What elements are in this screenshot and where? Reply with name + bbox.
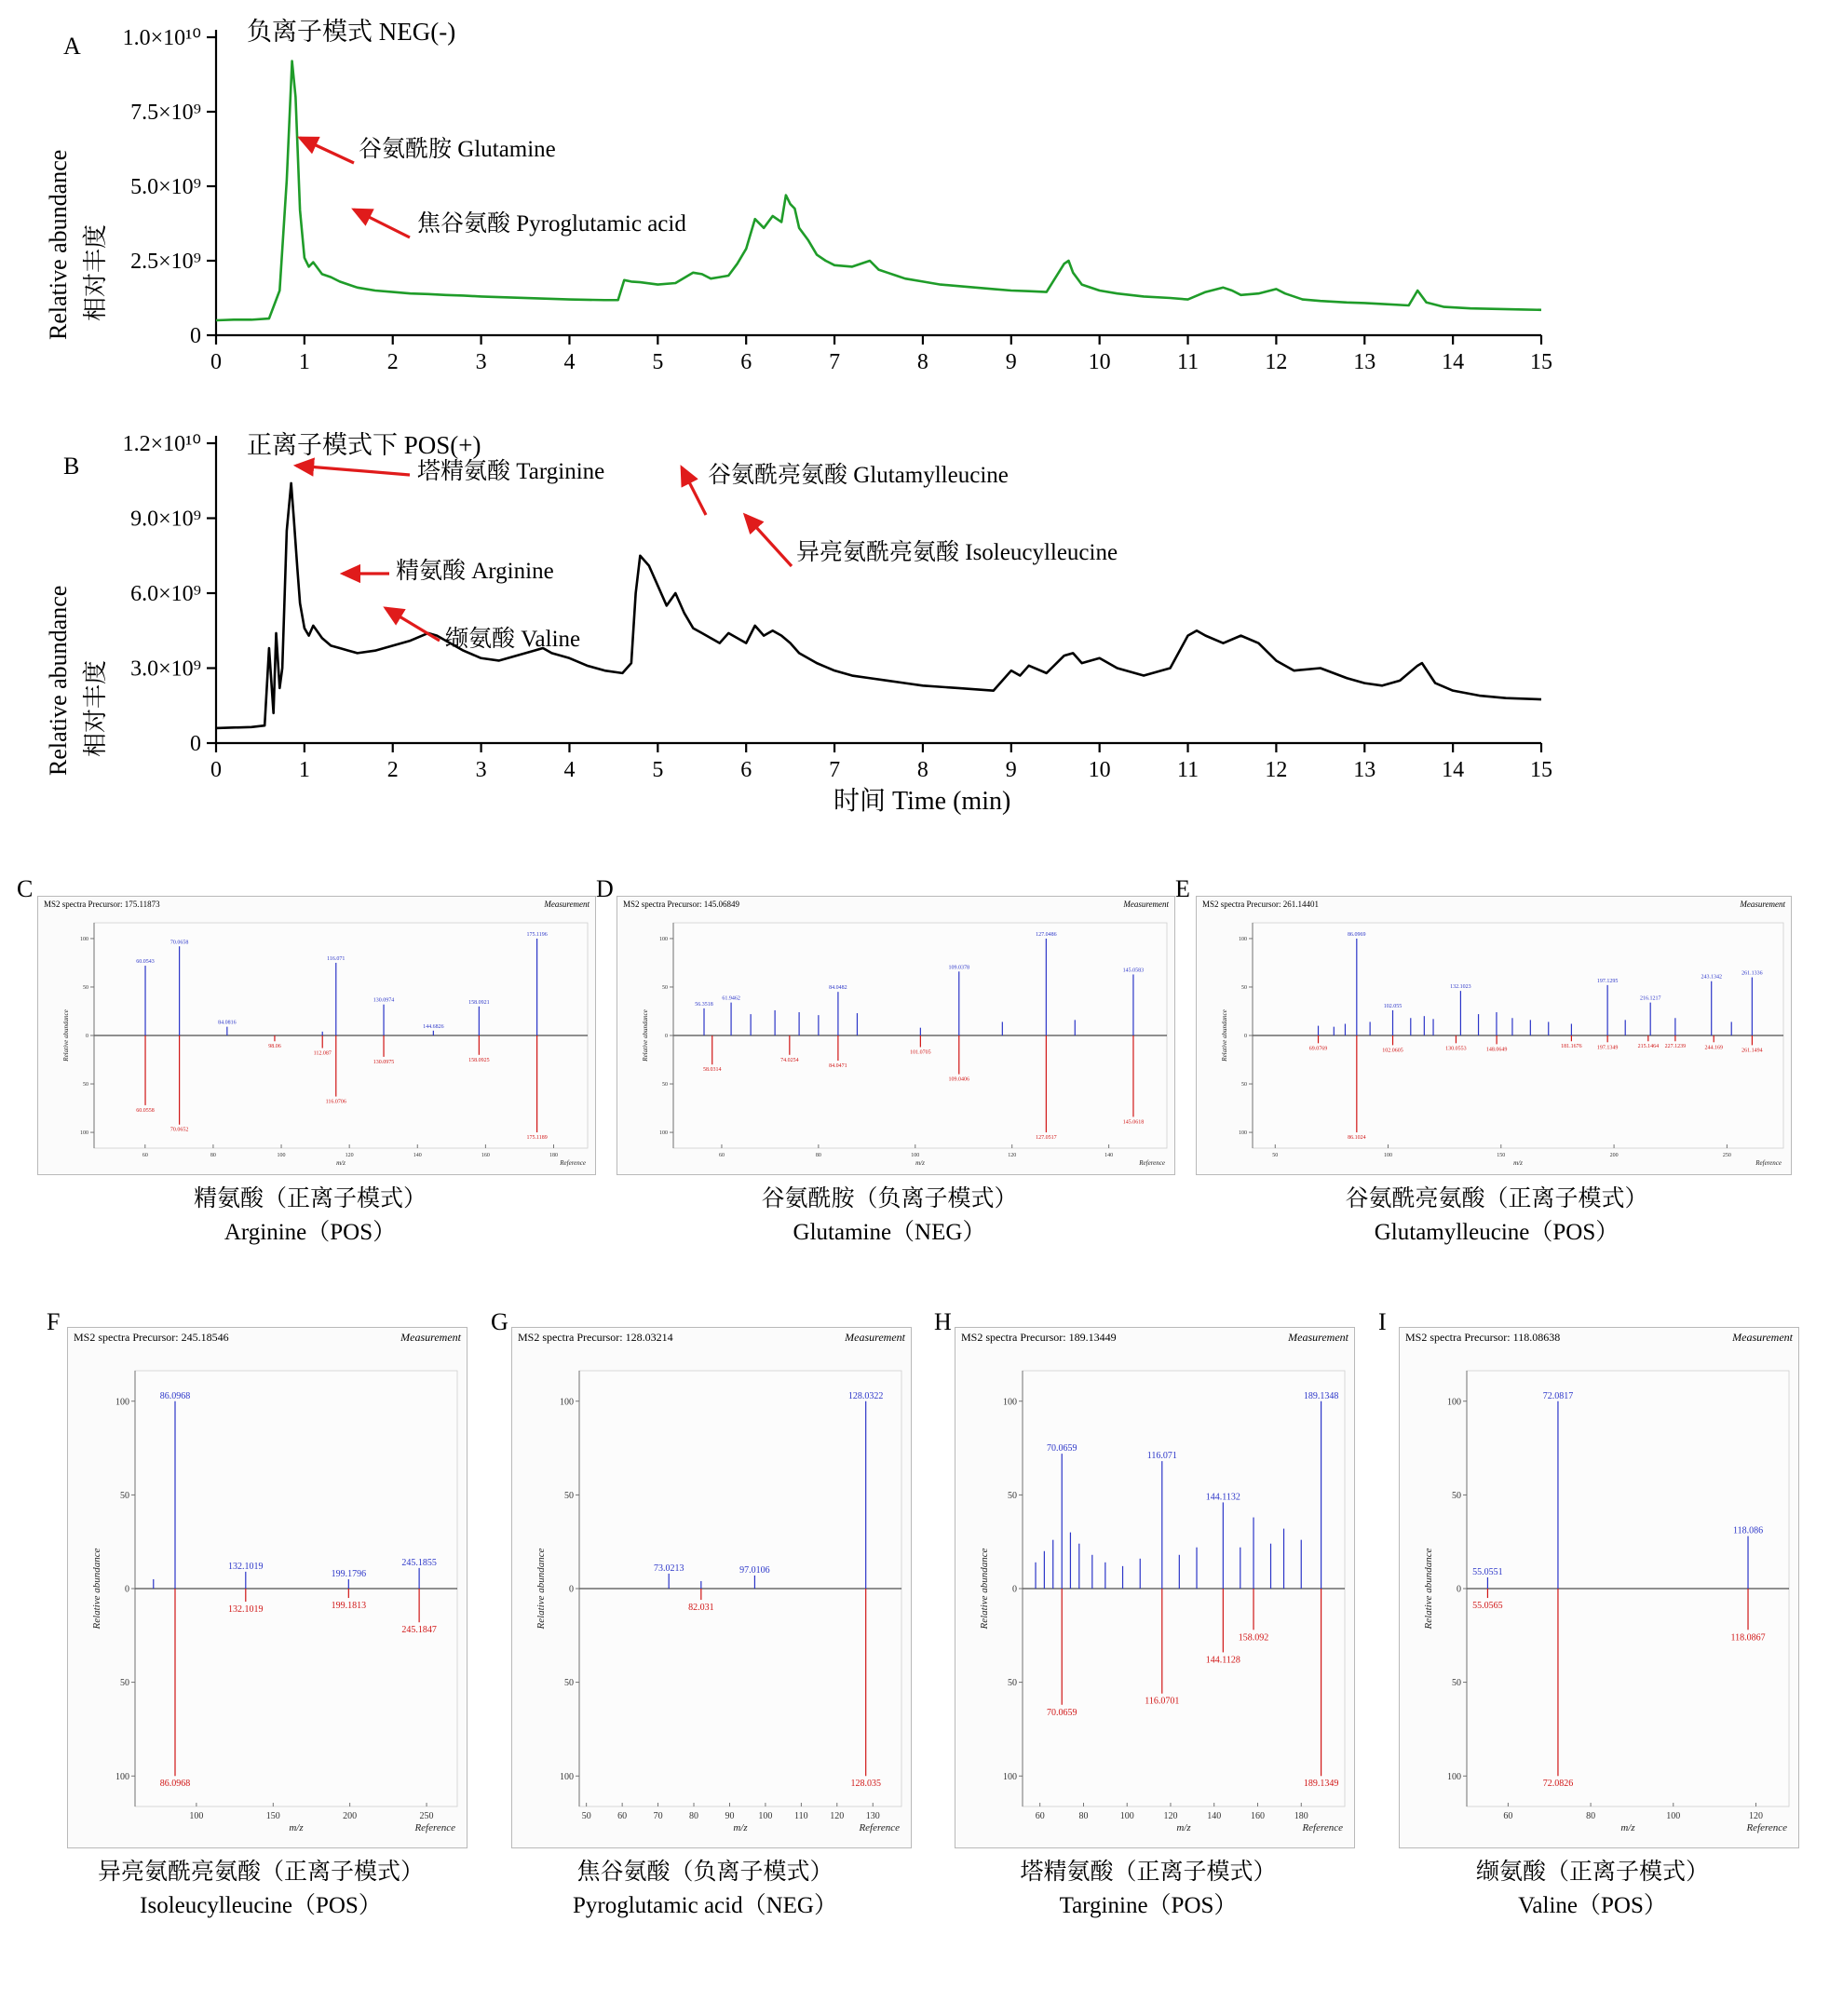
svg-text:116.071: 116.071 xyxy=(1146,1451,1177,1462)
svg-text:100: 100 xyxy=(659,1130,668,1137)
svg-text:100: 100 xyxy=(277,1153,286,1158)
panel-a-ylabel-en: Relative abundance xyxy=(45,149,72,340)
panel-f-precursor: MS2 spectra Precursor: 245.18546 xyxy=(74,1331,229,1344)
panel-f-letter: F xyxy=(47,1308,61,1335)
svg-text:261.1336: 261.1336 xyxy=(1741,970,1763,977)
svg-text:0: 0 xyxy=(210,350,222,374)
panel-b-xlabel: 时间 Time (min) xyxy=(833,787,1011,816)
svg-text:86.0968: 86.0968 xyxy=(159,1390,191,1401)
panel-h-caption xyxy=(906,1856,1390,1924)
panel-h-caption-cn: 塔精氨酸（正离子模式） xyxy=(1020,1860,1277,1885)
svg-text:50: 50 xyxy=(1008,1490,1017,1501)
svg-text:200: 200 xyxy=(1609,1153,1619,1158)
panel-c-measurement-label: Measurement xyxy=(544,900,589,909)
svg-text:101.0705: 101.0705 xyxy=(910,1049,931,1056)
svg-text:130.0553: 130.0553 xyxy=(1445,1046,1467,1052)
panel-c-caption-en: Arginine（POS） xyxy=(224,1220,397,1246)
svg-text:70.0659: 70.0659 xyxy=(1046,1443,1077,1454)
annotation-pyroglutamic: 焦谷氨酸 Pyroglutamic acid xyxy=(417,211,686,237)
panel-f-caption xyxy=(19,1856,503,1924)
panel-i-letter: I xyxy=(1378,1308,1387,1335)
svg-text:50: 50 xyxy=(581,1811,591,1821)
svg-text:100: 100 xyxy=(1447,1771,1461,1782)
svg-text:50: 50 xyxy=(1272,1153,1279,1158)
svg-text:70.0659: 70.0659 xyxy=(1046,1707,1077,1718)
panel-g-caption xyxy=(463,1856,947,1924)
svg-text:Reference: Reference xyxy=(859,1822,900,1833)
panel-i-precursor: MS2 spectra Precursor: 118.08638 xyxy=(1405,1331,1561,1344)
svg-text:189.1349: 189.1349 xyxy=(1303,1779,1339,1790)
panel-e-spectrum xyxy=(1196,896,1792,1175)
svg-text:60: 60 xyxy=(142,1153,148,1158)
panel-a-letter: A xyxy=(63,33,81,60)
svg-text:m/z: m/z xyxy=(336,1159,346,1167)
svg-text:m/z: m/z xyxy=(1513,1159,1523,1167)
svg-text:0: 0 xyxy=(125,1584,129,1595)
svg-text:10: 10 xyxy=(1088,758,1111,782)
svg-text:Reference: Reference xyxy=(1139,1159,1165,1167)
svg-text:50: 50 xyxy=(120,1490,129,1501)
svg-text:50: 50 xyxy=(83,985,88,992)
svg-text:100: 100 xyxy=(560,1771,574,1782)
svg-text:60.0543: 60.0543 xyxy=(136,959,155,966)
svg-text:Relative abundance: Relative abundance xyxy=(1221,1009,1228,1062)
svg-text:215.1464: 215.1464 xyxy=(1637,1044,1660,1050)
panel-d xyxy=(596,875,1183,1246)
svg-text:70.0652: 70.0652 xyxy=(169,1127,189,1133)
svg-text:132.1023: 132.1023 xyxy=(1450,984,1471,991)
svg-text:112.087: 112.087 xyxy=(313,1050,332,1057)
svg-text:0: 0 xyxy=(86,1034,88,1040)
panel-h-spectrum xyxy=(955,1327,1355,1848)
svg-text:100: 100 xyxy=(115,1771,129,1782)
svg-text:86.0969: 86.0969 xyxy=(1348,931,1366,938)
svg-text:55.0565: 55.0565 xyxy=(1472,1601,1503,1612)
svg-text:1: 1 xyxy=(298,350,310,374)
svg-text:3: 3 xyxy=(475,758,487,782)
svg-text:86.1024: 86.1024 xyxy=(1348,1135,1366,1142)
svg-text:3.0×10⁹: 3.0×10⁹ xyxy=(130,656,201,682)
svg-text:5: 5 xyxy=(652,758,664,782)
svg-text:m/z: m/z xyxy=(1176,1822,1191,1833)
svg-text:6: 6 xyxy=(740,350,752,374)
svg-text:60: 60 xyxy=(1503,1811,1513,1821)
svg-text:82.031: 82.031 xyxy=(688,1603,714,1614)
svg-text:50: 50 xyxy=(1008,1678,1017,1689)
panel-f-measurement-label: Measurement xyxy=(400,1331,461,1344)
panel-e-precursor: MS2 spectra Precursor: 261.14401 xyxy=(1202,900,1319,909)
svg-text:245.1855: 245.1855 xyxy=(401,1557,437,1568)
svg-text:Reference: Reference xyxy=(560,1159,586,1167)
svg-text:243.1342: 243.1342 xyxy=(1701,974,1722,981)
svg-text:Relative abundance: Relative abundance xyxy=(62,1009,70,1062)
svg-text:Relative abundance: Relative abundance xyxy=(535,1548,547,1630)
svg-text:3: 3 xyxy=(475,350,487,374)
panel-e-letter: E xyxy=(1175,875,1190,902)
svg-text:120: 120 xyxy=(345,1153,354,1158)
svg-text:84.0482: 84.0482 xyxy=(829,985,847,992)
svg-text:70: 70 xyxy=(653,1811,663,1821)
svg-text:100: 100 xyxy=(1239,1130,1247,1137)
svg-text:199.1796: 199.1796 xyxy=(331,1568,367,1579)
svg-text:100: 100 xyxy=(659,937,668,943)
svg-text:118.0867: 118.0867 xyxy=(1730,1632,1766,1644)
panel-h-precursor: MS2 spectra Precursor: 189.13449 xyxy=(961,1331,1117,1344)
svg-text:244.169: 244.169 xyxy=(1704,1045,1723,1051)
svg-text:8: 8 xyxy=(916,350,928,374)
svg-text:60: 60 xyxy=(718,1153,725,1158)
svg-text:4: 4 xyxy=(563,758,576,782)
svg-text:100: 100 xyxy=(560,1397,574,1408)
svg-text:118.086: 118.086 xyxy=(1732,1525,1764,1536)
svg-text:120: 120 xyxy=(830,1811,845,1821)
panel-g-spectrum xyxy=(511,1327,912,1848)
svg-text:50: 50 xyxy=(1452,1678,1461,1689)
svg-text:130: 130 xyxy=(865,1811,880,1821)
svg-text:160: 160 xyxy=(1250,1811,1265,1821)
panel-c-spectrum xyxy=(37,896,596,1175)
panel-i-caption-en: Valine（POS） xyxy=(1518,1893,1667,1919)
svg-text:Relative abundance: Relative abundance xyxy=(91,1548,102,1630)
svg-text:11: 11 xyxy=(1176,758,1199,782)
panel-i-spectrum xyxy=(1399,1327,1799,1848)
svg-text:60.0558: 60.0558 xyxy=(136,1107,155,1114)
panel-a-ylabel xyxy=(45,88,109,340)
panel-d-precursor: MS2 spectra Precursor: 145.06849 xyxy=(623,900,739,909)
svg-text:130.0974: 130.0974 xyxy=(373,997,395,1004)
annotation-isoleucylleucine: 异亮氨酰亮氨酸 Isoleucylleucine xyxy=(796,540,1118,565)
svg-text:0: 0 xyxy=(190,324,201,348)
panel-b-letter: B xyxy=(63,453,80,480)
panel-f-caption-en: Isoleucylleucine（POS） xyxy=(140,1893,382,1919)
annotation-glutamine: 谷氨酰胺 Glutamine xyxy=(359,137,556,162)
svg-text:5.0×10⁹: 5.0×10⁹ xyxy=(130,175,201,199)
svg-text:110: 110 xyxy=(794,1811,808,1821)
svg-text:116.0701: 116.0701 xyxy=(1145,1696,1180,1707)
svg-text:140: 140 xyxy=(1207,1811,1222,1821)
svg-text:15: 15 xyxy=(1530,350,1552,374)
svg-text:100: 100 xyxy=(80,937,88,943)
svg-text:100: 100 xyxy=(189,1811,204,1821)
panel-d-caption xyxy=(596,1183,1183,1251)
svg-text:245.1847: 245.1847 xyxy=(401,1625,437,1636)
panel-h-caption-en: Targinine（POS） xyxy=(1059,1893,1238,1919)
svg-text:50: 50 xyxy=(564,1490,574,1501)
svg-text:84.0816: 84.0816 xyxy=(218,1020,237,1026)
panel-g-caption-en: Pyroglutamic acid（NEG） xyxy=(573,1893,837,1919)
svg-text:158.092: 158.092 xyxy=(1238,1632,1269,1644)
panel-c xyxy=(17,875,603,1246)
panel-h-letter: H xyxy=(934,1308,952,1335)
svg-text:9: 9 xyxy=(1005,758,1017,782)
svg-text:58.0314: 58.0314 xyxy=(702,1067,722,1074)
svg-text:102.055: 102.055 xyxy=(1383,1003,1403,1009)
svg-text:6.0×10⁹: 6.0×10⁹ xyxy=(130,582,201,606)
svg-text:120: 120 xyxy=(1163,1811,1178,1821)
svg-text:127.0517: 127.0517 xyxy=(1036,1135,1057,1142)
svg-text:100: 100 xyxy=(115,1397,129,1408)
svg-text:Reference: Reference xyxy=(1302,1822,1343,1833)
svg-text:14: 14 xyxy=(1442,758,1465,782)
svg-text:1.2×10¹⁰: 1.2×10¹⁰ xyxy=(122,432,201,456)
panel-b-ylabel-en: Relative abundance xyxy=(45,585,72,776)
svg-text:250: 250 xyxy=(1722,1153,1731,1158)
svg-text:180: 180 xyxy=(1294,1811,1308,1821)
svg-text:145.0618: 145.0618 xyxy=(1122,1119,1145,1126)
svg-text:50: 50 xyxy=(1241,985,1247,992)
svg-text:80: 80 xyxy=(1078,1811,1089,1821)
svg-text:13: 13 xyxy=(1353,350,1376,374)
svg-text:50: 50 xyxy=(1241,1082,1247,1089)
svg-text:50: 50 xyxy=(120,1678,129,1689)
svg-text:100: 100 xyxy=(1003,1771,1017,1782)
svg-text:86.0968: 86.0968 xyxy=(159,1779,191,1790)
svg-text:144.1128: 144.1128 xyxy=(1205,1655,1240,1666)
svg-text:70.0658: 70.0658 xyxy=(169,940,189,946)
panel-c-precursor: MS2 spectra Precursor: 175.11873 xyxy=(44,900,160,909)
svg-text:4: 4 xyxy=(563,350,576,374)
annotation-glutamylleucine: 谷氨酰亮氨酸 Glutamylleucine xyxy=(708,463,1009,488)
panel-a-plot xyxy=(0,0,1704,400)
panel-d-measurement-label: Measurement xyxy=(1123,900,1169,909)
svg-text:100: 100 xyxy=(1119,1811,1134,1821)
svg-text:144.6826: 144.6826 xyxy=(423,1023,444,1030)
svg-text:160: 160 xyxy=(481,1153,490,1158)
svg-text:50: 50 xyxy=(83,1082,88,1089)
svg-text:50: 50 xyxy=(662,985,668,992)
panel-b-ylabel xyxy=(45,520,109,776)
svg-text:0: 0 xyxy=(1012,1584,1017,1595)
panel-d-letter: D xyxy=(596,875,614,902)
svg-text:0: 0 xyxy=(210,758,222,782)
svg-text:100: 100 xyxy=(1447,1397,1461,1408)
svg-text:100: 100 xyxy=(758,1811,773,1821)
svg-text:109.0378: 109.0378 xyxy=(948,965,970,971)
svg-text:55.0551: 55.0551 xyxy=(1472,1566,1503,1577)
panel-h xyxy=(934,1308,1372,1942)
svg-text:189.1348: 189.1348 xyxy=(1303,1390,1339,1401)
svg-text:158.0921: 158.0921 xyxy=(468,999,490,1006)
svg-text:175.1196: 175.1196 xyxy=(526,931,548,938)
svg-text:132.1019: 132.1019 xyxy=(228,1604,264,1616)
svg-text:60: 60 xyxy=(1035,1811,1045,1821)
svg-text:7: 7 xyxy=(829,350,841,374)
svg-text:200: 200 xyxy=(343,1811,358,1821)
svg-text:0: 0 xyxy=(569,1584,574,1595)
svg-text:132.1019: 132.1019 xyxy=(228,1561,264,1572)
annotation-targinine: 塔精氨酸 Targinine xyxy=(417,459,605,484)
svg-text:Relative abundance: Relative abundance xyxy=(1423,1548,1434,1630)
svg-text:100: 100 xyxy=(911,1153,920,1158)
svg-text:12: 12 xyxy=(1265,758,1288,782)
panel-f-caption-cn: 异亮氨酰亮氨酸（正离子模式） xyxy=(97,1860,424,1885)
svg-text:84.0471: 84.0471 xyxy=(829,1063,847,1070)
panel-b-title: 正离子模式下 POS(+) xyxy=(247,431,481,459)
annotation-valine: 缬氨酸 Valine xyxy=(445,627,581,652)
panel-h-measurement-label: Measurement xyxy=(1288,1331,1348,1344)
svg-text:50: 50 xyxy=(1452,1490,1461,1501)
panel-e xyxy=(1175,875,1827,1246)
annotation-arginine: 精氨酸 Arginine xyxy=(396,559,554,584)
svg-text:0: 0 xyxy=(665,1034,668,1040)
svg-text:74.0254: 74.0254 xyxy=(780,1057,799,1063)
svg-text:80: 80 xyxy=(1586,1811,1596,1821)
svg-text:72.0817: 72.0817 xyxy=(1542,1390,1574,1401)
svg-text:216.1217: 216.1217 xyxy=(1639,995,1661,1002)
svg-text:2.5×10⁹: 2.5×10⁹ xyxy=(130,250,201,274)
svg-text:116.071: 116.071 xyxy=(327,955,346,962)
panel-e-measurement-label: Measurement xyxy=(1740,900,1785,909)
svg-text:5: 5 xyxy=(652,350,664,374)
svg-text:9: 9 xyxy=(1005,350,1017,374)
svg-text:80: 80 xyxy=(210,1153,216,1158)
svg-text:60: 60 xyxy=(617,1811,628,1821)
svg-text:116.0706: 116.0706 xyxy=(325,1099,346,1105)
svg-text:10: 10 xyxy=(1088,350,1111,374)
svg-text:m/z: m/z xyxy=(733,1822,748,1833)
panel-d-spectrum xyxy=(617,896,1175,1175)
svg-text:145.0583: 145.0583 xyxy=(1122,967,1145,974)
svg-text:61.9462: 61.9462 xyxy=(722,995,740,1002)
svg-text:11: 11 xyxy=(1176,350,1199,374)
svg-text:128.0322: 128.0322 xyxy=(847,1390,884,1401)
svg-text:0: 0 xyxy=(1457,1584,1461,1595)
svg-text:180: 180 xyxy=(549,1153,558,1158)
svg-text:175.1189: 175.1189 xyxy=(526,1135,548,1142)
svg-text:261.1494: 261.1494 xyxy=(1741,1048,1763,1054)
svg-text:1: 1 xyxy=(298,758,310,782)
svg-text:127.0486: 127.0486 xyxy=(1036,931,1057,938)
panel-c-letter: C xyxy=(17,875,34,902)
svg-text:150: 150 xyxy=(265,1811,280,1821)
panel-g-letter: G xyxy=(491,1308,508,1335)
svg-text:181.1676: 181.1676 xyxy=(1561,1044,1582,1050)
panel-e-caption xyxy=(1175,1183,1818,1251)
svg-text:7: 7 xyxy=(829,758,841,782)
svg-text:1.0×10¹⁰: 1.0×10¹⁰ xyxy=(122,26,201,50)
svg-text:197.1295: 197.1295 xyxy=(1596,978,1619,984)
svg-text:m/z: m/z xyxy=(915,1159,925,1167)
panel-c-caption-cn: 精氨酸（正离子模式） xyxy=(193,1186,427,1211)
svg-text:6: 6 xyxy=(740,758,752,782)
panel-a-title: 负离子模式 NEG(-) xyxy=(247,18,456,46)
panel-d-caption-en: Glutamine（NEG） xyxy=(793,1220,986,1246)
svg-text:100: 100 xyxy=(1003,1397,1017,1408)
svg-text:80: 80 xyxy=(689,1811,699,1821)
svg-text:197.1349: 197.1349 xyxy=(1596,1045,1619,1051)
svg-text:69.0769: 69.0769 xyxy=(1308,1046,1328,1052)
panel-i-measurement-label: Measurement xyxy=(1732,1331,1793,1344)
svg-text:80: 80 xyxy=(815,1153,821,1158)
panel-e-caption-cn: 谷氨酰亮氨酸（正离子模式） xyxy=(1345,1186,1648,1211)
svg-text:148.0649: 148.0649 xyxy=(1485,1047,1508,1053)
svg-text:227.1239: 227.1239 xyxy=(1664,1044,1687,1050)
svg-text:100: 100 xyxy=(1239,937,1247,943)
svg-text:144.1132: 144.1132 xyxy=(1205,1492,1240,1503)
panel-g xyxy=(491,1308,928,1942)
svg-text:73.0213: 73.0213 xyxy=(653,1563,684,1574)
svg-text:158.0925: 158.0925 xyxy=(468,1057,490,1063)
svg-text:250: 250 xyxy=(419,1811,434,1821)
svg-text:140: 140 xyxy=(1104,1153,1114,1158)
svg-text:120: 120 xyxy=(1749,1811,1764,1821)
panel-g-measurement-label: Measurement xyxy=(845,1331,905,1344)
svg-text:0: 0 xyxy=(1244,1034,1247,1040)
svg-text:100: 100 xyxy=(80,1130,88,1137)
svg-text:9.0×10⁹: 9.0×10⁹ xyxy=(130,507,201,532)
svg-text:2: 2 xyxy=(386,758,399,782)
svg-text:Reference: Reference xyxy=(414,1822,455,1833)
svg-text:50: 50 xyxy=(564,1678,574,1689)
svg-text:90: 90 xyxy=(725,1811,735,1821)
svg-text:7.5×10⁹: 7.5×10⁹ xyxy=(130,101,201,125)
panel-a xyxy=(0,0,1704,410)
svg-text:50: 50 xyxy=(662,1082,668,1089)
svg-text:97.0106: 97.0106 xyxy=(739,1564,770,1576)
svg-text:Relative abundance: Relative abundance xyxy=(642,1009,649,1062)
panel-g-precursor: MS2 spectra Precursor: 128.03214 xyxy=(518,1331,673,1344)
svg-text:72.0826: 72.0826 xyxy=(1542,1779,1574,1790)
svg-text:14: 14 xyxy=(1442,350,1465,374)
svg-text:Reference: Reference xyxy=(1746,1822,1787,1833)
svg-text:12: 12 xyxy=(1265,350,1288,374)
svg-text:56.3518: 56.3518 xyxy=(695,1001,713,1008)
svg-text:13: 13 xyxy=(1353,758,1376,782)
panel-d-caption-cn: 谷氨酰胺（负离子模式） xyxy=(761,1186,1018,1211)
panel-b xyxy=(0,417,1704,846)
panel-b-ylabel-cn: 相对丰度 xyxy=(82,659,109,757)
panel-g-caption-cn: 焦谷氨酸（负离子模式） xyxy=(576,1860,833,1885)
panel-f xyxy=(47,1308,484,1942)
svg-text:0: 0 xyxy=(190,732,201,756)
svg-text:98.06: 98.06 xyxy=(268,1044,281,1050)
svg-text:15: 15 xyxy=(1530,758,1552,782)
svg-text:130.0975: 130.0975 xyxy=(373,1059,395,1065)
panel-e-caption-en: Glutamylleucine（POS） xyxy=(1374,1220,1619,1246)
svg-text:109.0406: 109.0406 xyxy=(948,1076,970,1083)
svg-text:102.0605: 102.0605 xyxy=(1382,1048,1403,1054)
svg-text:120: 120 xyxy=(1008,1153,1017,1158)
svg-text:m/z: m/z xyxy=(1620,1822,1635,1833)
svg-text:199.1813: 199.1813 xyxy=(331,1601,367,1612)
svg-text:8: 8 xyxy=(916,758,928,782)
svg-text:2: 2 xyxy=(386,350,399,374)
svg-text:100: 100 xyxy=(1666,1811,1681,1821)
panel-a-ylabel-cn: 相对丰度 xyxy=(82,223,109,321)
svg-text:m/z: m/z xyxy=(289,1822,304,1833)
svg-text:128.035: 128.035 xyxy=(850,1779,881,1790)
svg-text:100: 100 xyxy=(1384,1153,1393,1158)
svg-text:150: 150 xyxy=(1497,1153,1506,1158)
panel-i-caption-cn: 缬氨酸（正离子模式） xyxy=(1475,1860,1709,1885)
svg-text:140: 140 xyxy=(413,1153,422,1158)
panel-c-caption xyxy=(17,1183,603,1251)
svg-text:Relative abundance: Relative abundance xyxy=(979,1548,990,1630)
panel-i xyxy=(1378,1308,1816,1942)
panel-f-spectrum xyxy=(67,1327,468,1848)
panel-i-caption xyxy=(1350,1856,1835,1924)
svg-text:Reference: Reference xyxy=(1755,1159,1782,1167)
